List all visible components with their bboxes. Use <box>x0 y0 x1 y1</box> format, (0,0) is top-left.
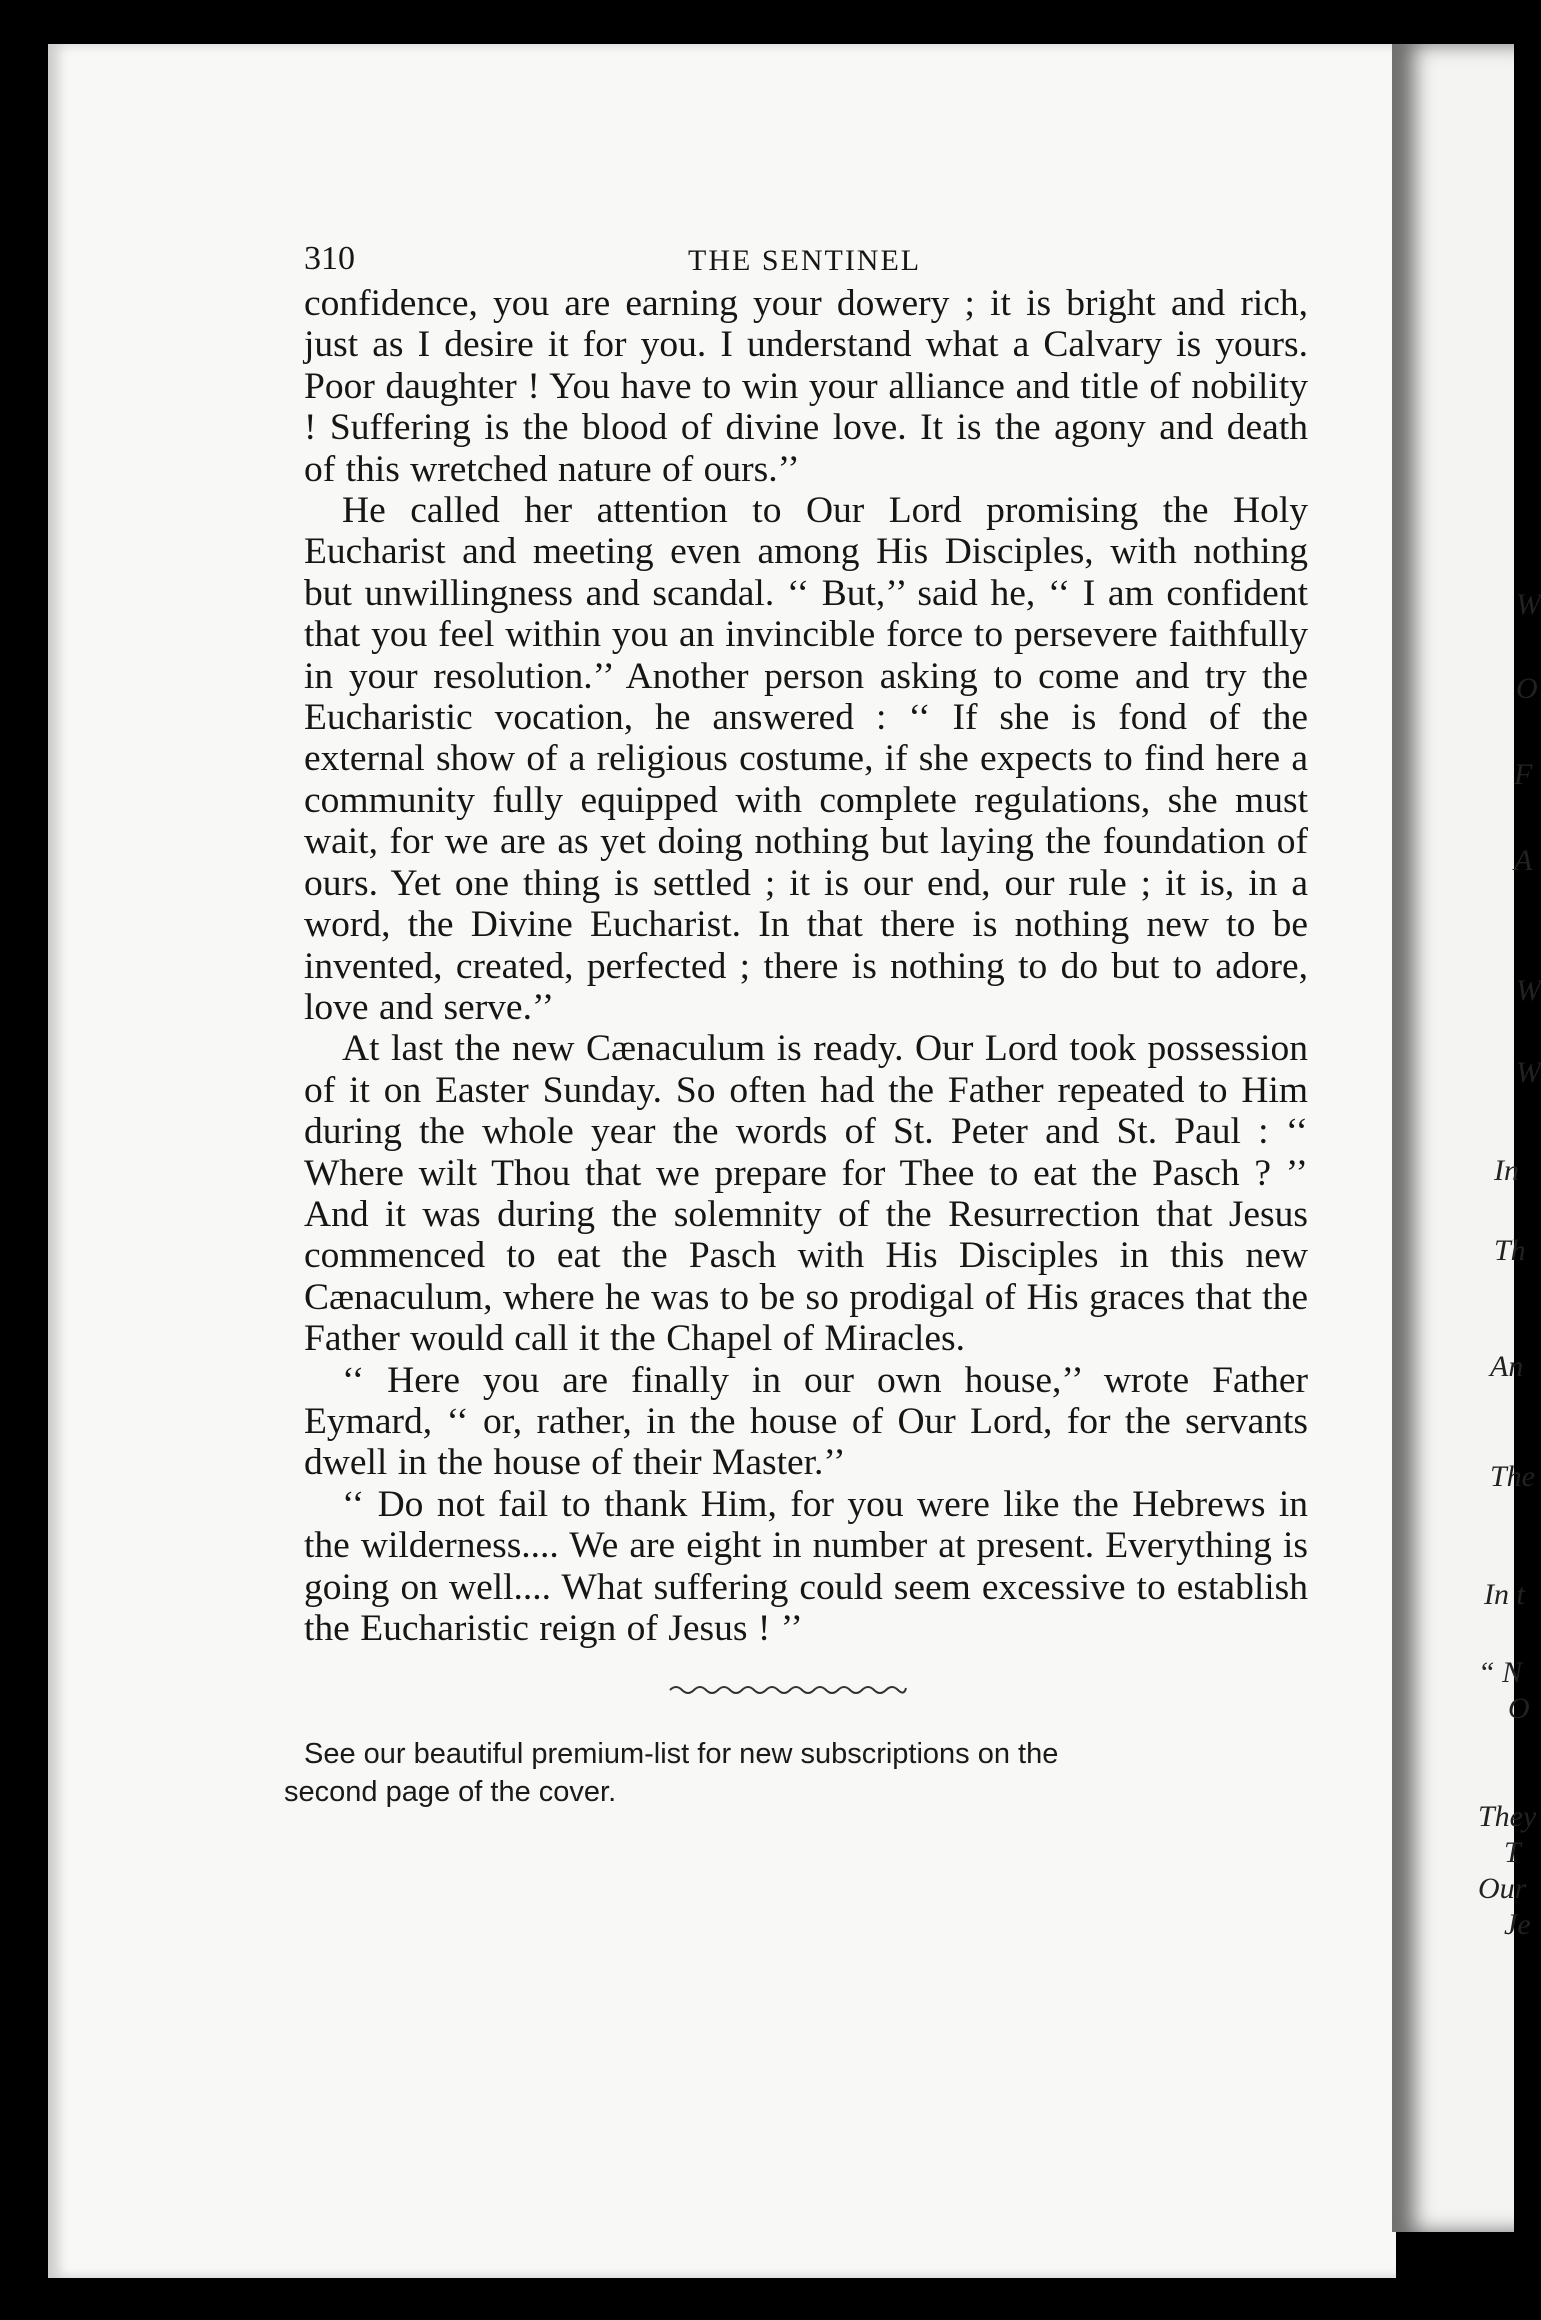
facing-fragment: An <box>1490 1350 1524 1383</box>
facing-page-text-fragments <box>1392 44 1541 2232</box>
body-text <box>304 283 1308 1649</box>
facing-fragment: A <box>1514 844 1533 877</box>
facing-fragment: Je <box>1504 1908 1531 1941</box>
running-head <box>304 235 1308 283</box>
facing-fragment: O <box>1516 672 1538 705</box>
footnote <box>284 1735 1310 1811</box>
footnote-line: See our beautiful premium-list for new subscriptions on the <box>304 1738 1059 1771</box>
facing-fragment: Our <box>1478 1872 1527 1905</box>
paragraph: At last the new Cænaculum is ready. Our Lord took possession of it on Easter Sunday. So often had the Father repeated to Him during the whole year the words of St. Peter and St. Paul : ‘‘ Where wilt Thou that we prepare for Thee to eat the Pasch ? ’’ And it was during the solemnity of the Resurrection that Jesus commenced to eat the Pasch with His Disciples in this new Cænaculum, where he was to be so prodigal of His graces that the Father would call it the Chapel of Miracles. <box>304 1028 1308 1360</box>
facing-fragment: T <box>1504 1836 1521 1869</box>
facing-fragment: O <box>1508 1692 1530 1725</box>
facing-fragment: In <box>1494 1154 1519 1187</box>
facing-fragment: “ N <box>1478 1656 1523 1689</box>
paragraph: He called her attention to Our Lord promising the Holy Eucharist and meeting even among His Disciples, with nothing but unwillingness and scandal. ‘‘ But,’’ said he, ‘‘ I am confident that you feel within you an invincible force to persevere faithfully in your resolution.’’ Another person asking to come and try the Eucharistic vocation, he answered : ‘‘ If she is fond of the external show of a religious costume, if she expects to find here a community fully equipped with complete regulations, she must wait, for we are as yet doing nothing but laying the foundation of ours. Yet one thing is settled ; it is our end, our rule ; it is, in a word, the Divine Eucharist. In that there is nothing new to be invented, created, perfected ; there is nothing to do but to adore, love and serve.’’ <box>304 490 1308 1028</box>
footnote-line: second page of the cover. <box>284 1776 617 1809</box>
facing-fragment: W <box>1516 588 1541 621</box>
page-content <box>284 235 1308 1811</box>
facing-fragment: Th <box>1494 1234 1526 1267</box>
paragraph-continuation: confidence, you are earning your dowery ; it is bright and rich, just as I desire it for you. I understand what a Calvary is yours. Poor daughter ! You have to win your alliance and title of nobility ! Suffering is the blood of divine love. It is the agony and death of this wretched nature of ours.’’ <box>304 283 1308 490</box>
facing-fragment: The <box>1490 1460 1535 1493</box>
paragraph: ‘‘ Do not fail to thank Him, for you were like the Hebrews in the wilderness.... We are eight in number at present. Everything is going on well.... What suffering could seem excessive to establish the Eucharistic reign of Jesus ! ’’ <box>304 1483 1308 1649</box>
facing-fragment: They <box>1478 1800 1537 1833</box>
facing-fragment: W <box>1516 1056 1541 1089</box>
facing-fragment: In t <box>1484 1578 1525 1611</box>
page-number: 310 <box>304 240 355 277</box>
running-title: THE SENTINEL <box>688 244 922 277</box>
facing-fragment: W <box>1516 974 1541 1007</box>
paragraph: ‘‘ Here you are finally in our own house,’’ wrote Father Eymard, ‘‘ or, rather, in the house of Our Lord, for the servants dwell in the house of their Master.’’ <box>304 1359 1308 1484</box>
wavy-divider-ornament <box>668 1683 908 1697</box>
facing-fragment: F <box>1514 758 1533 791</box>
